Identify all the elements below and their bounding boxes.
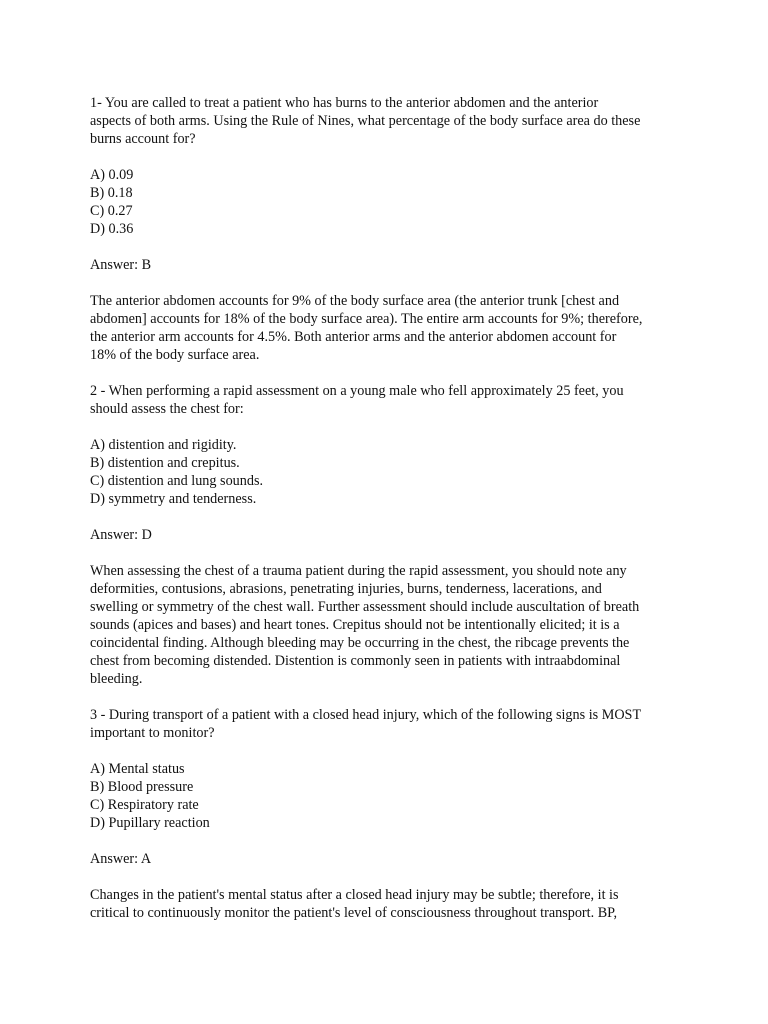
explanation-line: critical to continuously monitor the patient's level of consciousness throughout transport. BP, [90,905,618,921]
answer-key: Answer: D [90,527,152,543]
answer-options [90,760,690,832]
answer-key: Answer: A [90,851,152,867]
option-a: A) Mental status [90,761,185,777]
document-page [90,94,690,922]
explanation-line: coincidental finding. Although bleeding may be occurring in the chest, the ribcage prevents the [90,635,630,651]
answer-options [90,166,690,238]
prompt-line: should assess the chest for: [90,401,244,417]
question-prompt [90,706,690,742]
explanation-line: bleeding. [90,671,143,687]
prompt-line: important to monitor? [90,725,215,741]
answer-options [90,436,690,508]
option-d: D) Pupillary reaction [90,815,210,831]
explanation-line: swelling or symmetry of the chest wall. Further assessment should include auscultation of breath [90,599,640,615]
option-a: A) 0.09 [90,167,134,183]
option-b: B) Blood pressure [90,779,194,795]
explanation-line: deformities, contusions, abrasions, penetrating injuries, burns, tenderness, lacerations, and [90,581,602,597]
question-prompt [90,382,690,418]
explanation-line: the anterior arm accounts for 4.5%. Both anterior arms and the anterior abdomen account for [90,329,617,345]
explanation-line: The anterior abdomen accounts for 9% of the body surface area (the anterior trunk [chest and [90,293,620,309]
prompt-line: burns account for? [90,131,196,147]
option-b: B) distention and crepitus. [90,455,240,471]
option-c: C) 0.27 [90,203,133,219]
option-c: C) distention and lung sounds. [90,473,264,489]
explanation-line: sounds (apices and bases) and heart tones. Crepitus should not be intentionally elicited; it is a [90,617,620,633]
explanation [90,886,690,922]
explanation-line: Changes in the patient's mental status after a closed head injury may be subtle; therefore, it is [90,887,619,903]
answer-key: Answer: B [90,257,152,273]
explanation-line: abdomen] accounts for 18% of the body surface area). The entire arm accounts for 9%; therefore, [90,311,643,327]
question-prompt [90,94,690,148]
prompt-line: aspects of both arms. Using the Rule of Nines, what percentage of the body surface area do these [90,113,641,129]
explanation-line: 18% of the body surface area. [90,347,260,363]
prompt-line: 1- You are called to treat a patient who has burns to the anterior abdomen and the anterior [90,95,599,111]
option-d: D) 0.36 [90,221,134,237]
explanation-line: chest from becoming distended. Distention is commonly seen in patients with intraabdominal [90,653,621,669]
option-a: A) distention and rigidity. [90,437,237,453]
explanation [90,562,690,688]
question-block-3 [90,706,690,922]
option-d: D) symmetry and tenderness. [90,491,257,507]
option-b: B) 0.18 [90,185,133,201]
question-block-2 [90,382,690,688]
prompt-line: 3 - During transport of a patient with a closed head injury, which of the following signs is MOST [90,707,642,723]
question-block-1 [90,94,690,364]
option-c: C) Respiratory rate [90,797,199,813]
explanation [90,292,690,364]
explanation-line: When assessing the chest of a trauma patient during the rapid assessment, you should note any [90,563,627,579]
prompt-line: 2 - When performing a rapid assessment on a young male who fell approximately 25 feet, you [90,383,624,399]
